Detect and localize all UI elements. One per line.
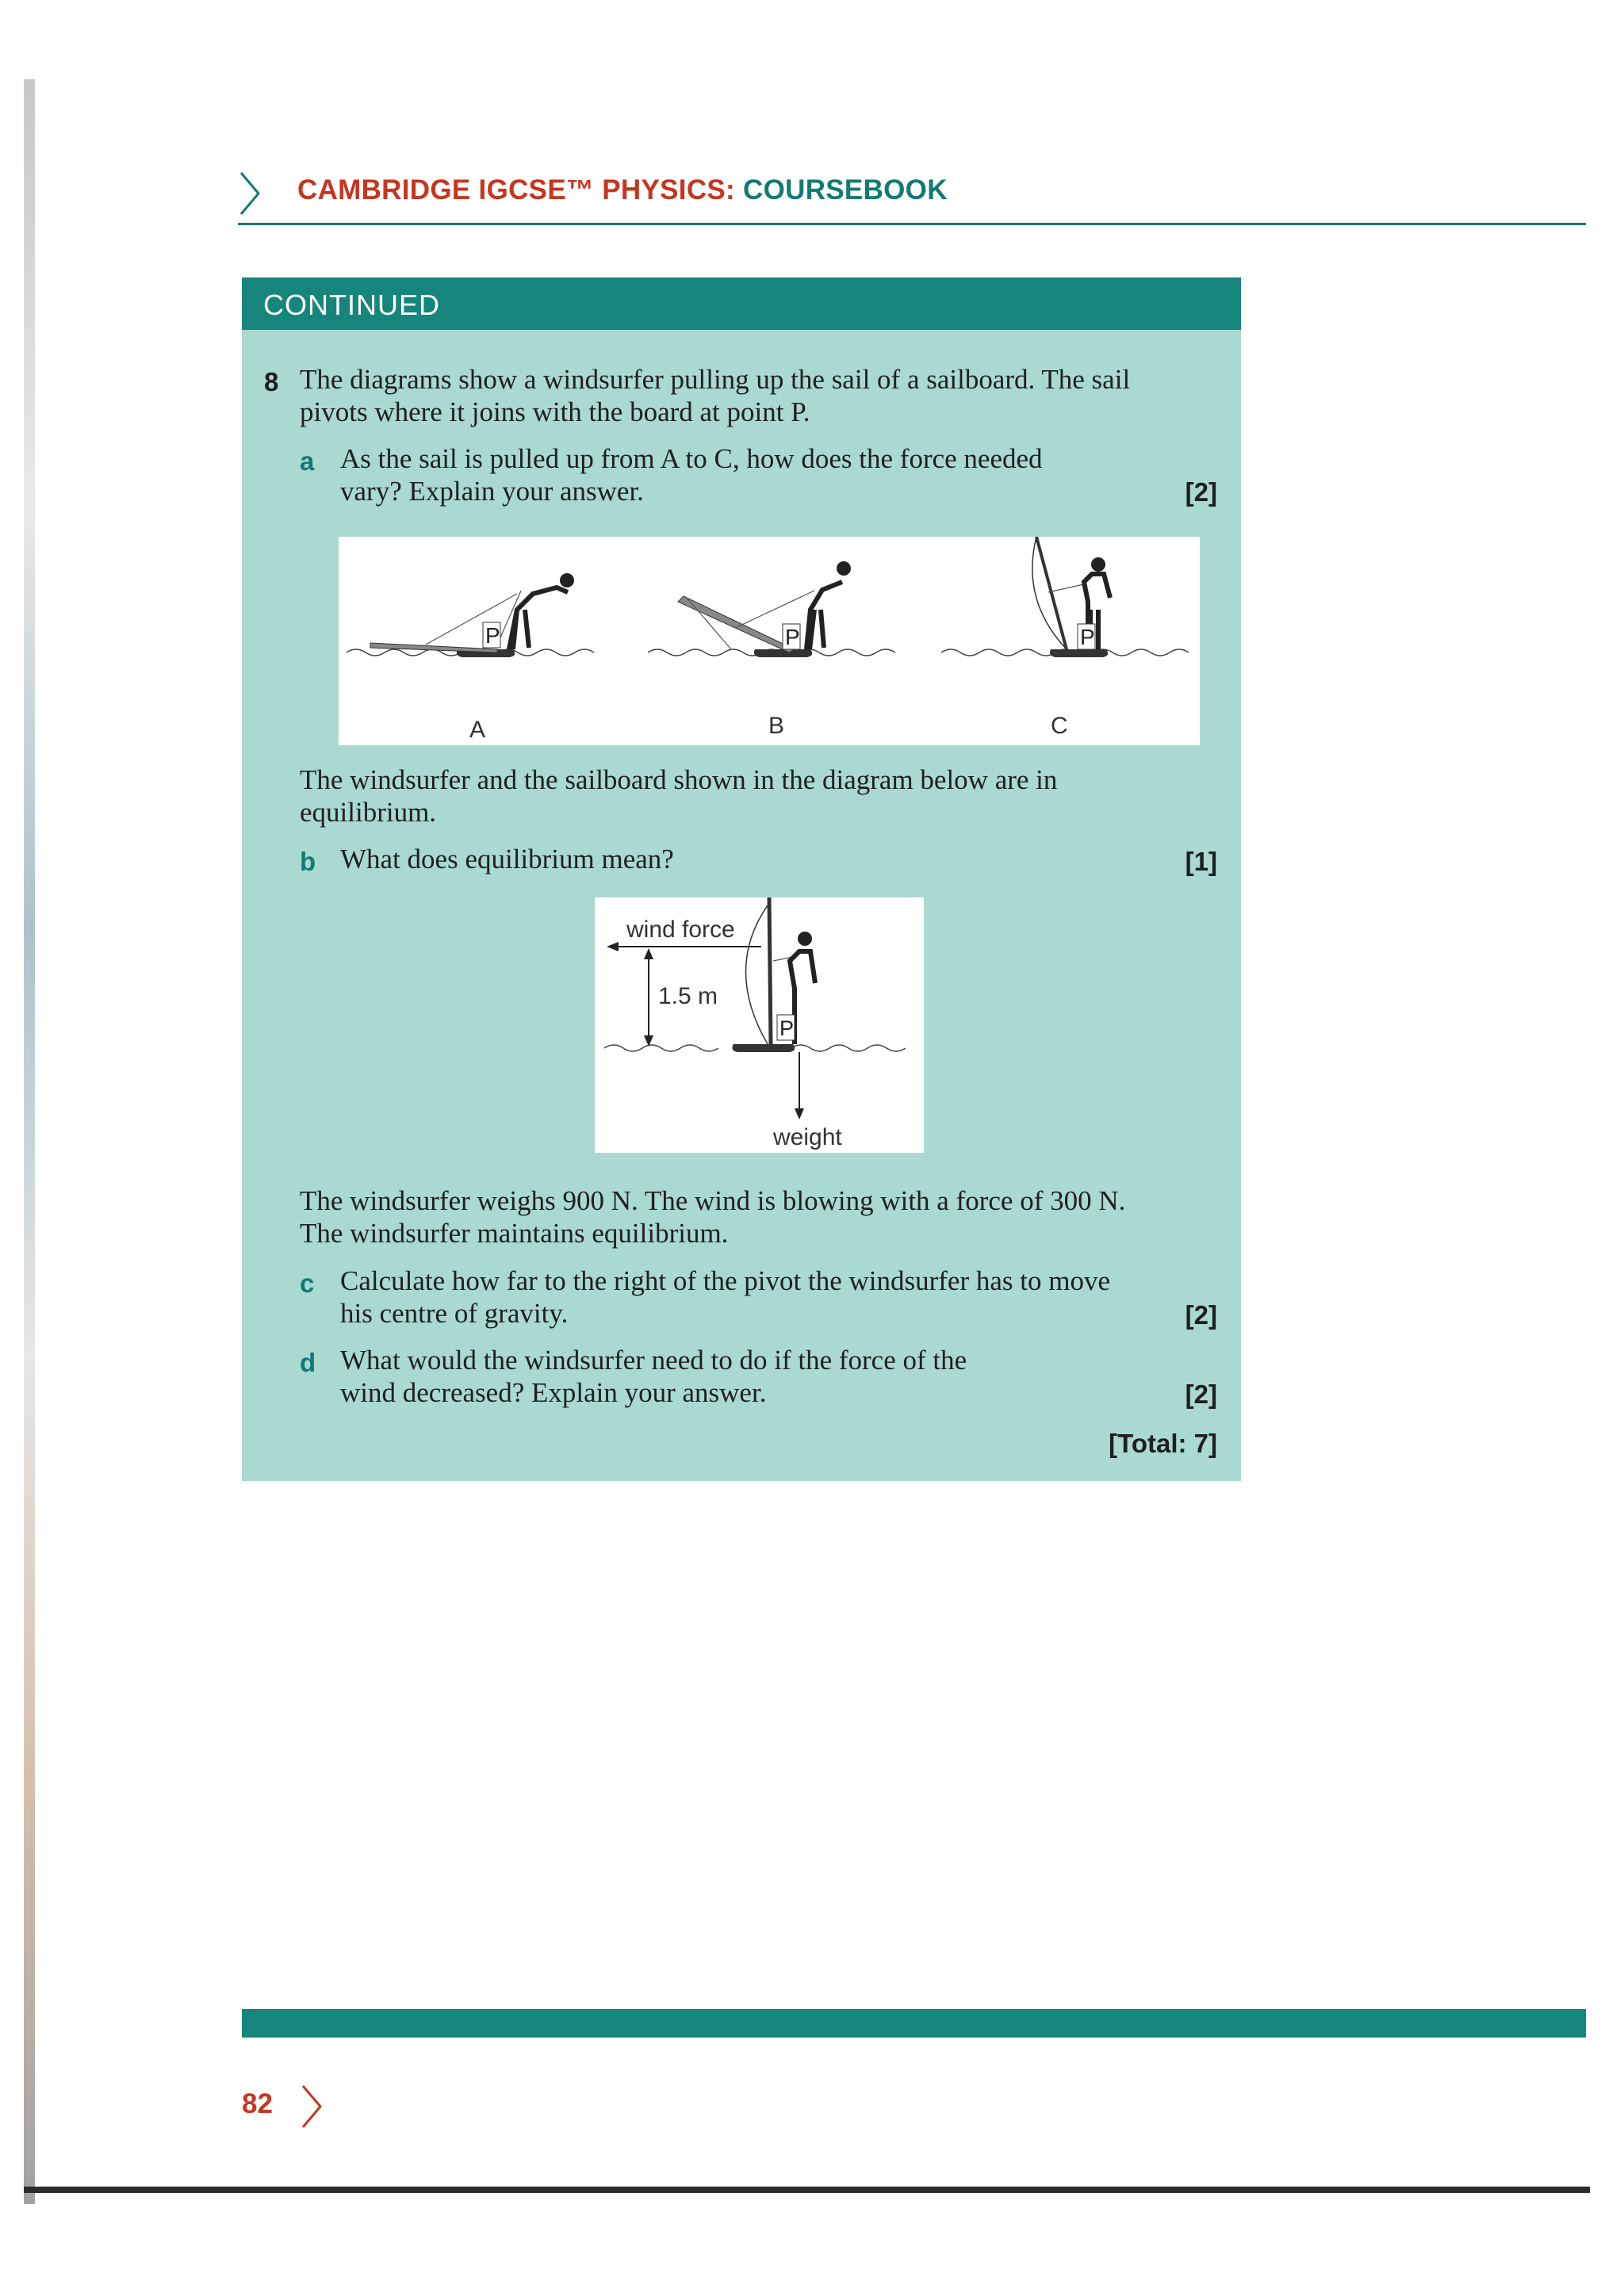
panel-heading: CONTINUED [263,289,440,321]
pivot-label-b: P [785,625,800,649]
total-marks: [Total: 7] [1109,1429,1217,1458]
pivot-label-eq: P [779,1016,795,1040]
part-a-marks: [2] [1185,477,1217,507]
wind-force-label: wind force [626,916,735,943]
page-binding-edge [24,79,35,2204]
pivot-label-a: P [485,623,500,648]
pivot-label-c: P [1080,625,1095,649]
book-title [297,174,948,206]
part-a-line1: As the sail is pulled up from A to C, how does the force needed [340,443,1043,474]
part-a-line2: vary? Explain your answer. [340,476,644,507]
distance-label: 1.5 m [658,983,718,1009]
book-title-series: CAMBRIDGE IGCSE™ PHYSICS: [297,174,744,205]
panel-heading-bar [242,277,1241,330]
equilibrium-line1: The windsurfer and the sailboard shown in the diagram below are in [300,764,1058,795]
footer-bar [242,2009,1586,2038]
page-number: 82 [242,2088,273,2119]
book-title-type: COURSEBOOK [743,174,948,205]
part-b-letter: b [300,847,316,876]
running-header [238,165,1586,220]
part-d-marks: [2] [1185,1380,1217,1409]
header-rule [238,223,1586,225]
data-line2: The windsurfer maintains equilibrium. [300,1218,729,1249]
figure-equilibrium-drawing [595,897,924,1153]
question-number: 8 [264,367,279,396]
chevron-right-icon [300,2083,324,2130]
part-d-line2: wind decreased? Explain your answer. [340,1377,767,1408]
sailboard-b [678,561,851,657]
chevron-right-icon [238,170,262,217]
weight-label: weight [773,1124,842,1150]
part-b-line1: What does equilibrium mean? [340,844,674,874]
part-c-marks: [2] [1185,1300,1217,1330]
figure-equilibrium [595,897,924,1153]
figure-sail-positions [339,537,1200,745]
part-c-line1: Calculate how far to the right of the pivot the windsurfer has to move [340,1265,1110,1296]
question-intro-line2: pivots where it joins with the board at point P. [300,396,810,427]
panel-label-b: B [768,713,785,739]
panel-label-c: C [1051,713,1068,739]
page-bottom-edge [24,2187,1590,2193]
part-d-letter: d [300,1348,316,1377]
equilibrium-line2: equilibrium. [300,797,437,828]
sailboard-c [1032,537,1110,657]
data-line1: The windsurfer weighs 900 N. The wind is blowing with a force of 300 N. [300,1185,1126,1216]
panel-label-a: A [469,717,486,743]
figure-sail-positions-drawing [339,537,1200,745]
part-a-letter: a [300,446,315,476]
part-c-line2: his centre of gravity. [340,1298,569,1329]
question-intro-line1: The diagrams show a windsurfer pulling up the sail of a sailboard. The sail [300,364,1131,395]
sailboard-a [370,573,574,657]
part-b-marks: [1] [1185,847,1217,876]
part-d-line1: What would the windsurfer need to do if the force of the [340,1345,967,1376]
part-c-letter: c [300,1269,315,1298]
